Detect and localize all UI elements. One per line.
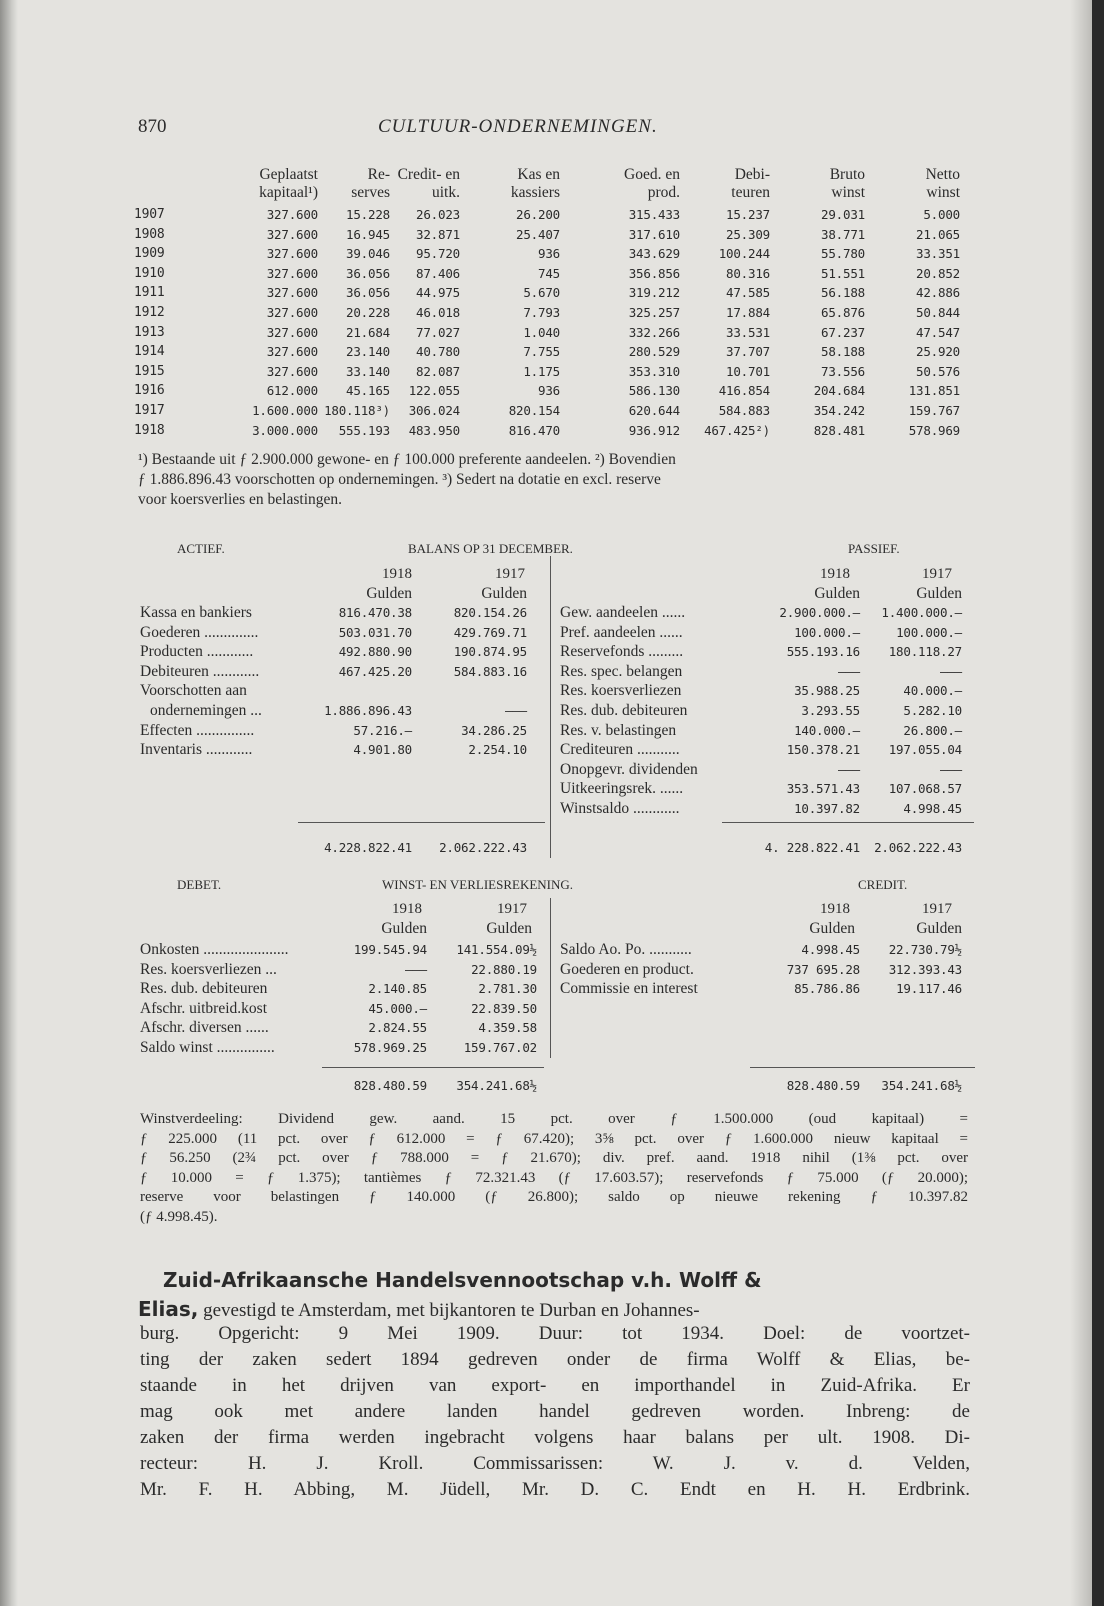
table-cell: 1.040 (523, 324, 560, 340)
debet-1918: 2.824.55 (368, 1020, 427, 1036)
table-cell: 327.600 (266, 246, 318, 262)
table-cell: 51.551 (821, 265, 865, 281)
table-cell: 80.316 (726, 265, 770, 281)
table-cell: 33.140 (346, 363, 390, 379)
year-cell: 1913 (134, 324, 165, 340)
winstverdeeling-line: reserve voor belastingen ƒ 140.000 (ƒ 26.800); saldo op nieuwe rekening ƒ 10.397.82 (140, 1189, 968, 1206)
table-cell: 21.684 (346, 324, 390, 340)
debet-1918: 2.140.85 (368, 981, 427, 997)
column-header: Re- (367, 166, 390, 183)
table-cell: 306.024 (408, 403, 460, 418)
credit-1918: 4.998.45 (801, 942, 860, 957)
passief-1917: 1.400.000.— (881, 605, 962, 620)
winstverdeeling-line: ƒ 225.000 (11 pct. over ƒ 612.000 = ƒ 67.420); 3⅝ pct. over ƒ 1.600.000 nieuw kapitaal = (140, 1130, 968, 1147)
passief-label: Res. koersverliezen (560, 682, 682, 700)
passief-1918: 2.900.000.— (779, 605, 860, 620)
table-cell: 73.556 (821, 363, 865, 379)
unit-header: Gulden (366, 585, 412, 602)
company-line: recteur: H. J. Kroll. Commissarissen: W. J. v. d. Velden, (140, 1453, 970, 1474)
actief-total-rule (298, 822, 545, 823)
table-cell: 354.242 (813, 403, 865, 418)
actief-label: Kassa en bankiers (140, 604, 252, 621)
column-header: Geplaatst (259, 166, 318, 183)
passief-label: Res. v. belastingen (560, 721, 677, 739)
column-header: Debi- (734, 166, 770, 183)
passief-1917: 40.000.— (903, 683, 962, 699)
column-header: winst (926, 184, 960, 201)
company-name-continued: Elias, (138, 1297, 199, 1321)
table-cell: 122.055 (408, 383, 460, 399)
passief-1918: 3.293.55 (801, 703, 860, 718)
credit-1918: 85.786.86 (794, 981, 860, 997)
passief-label: Res. spec. belangen (560, 662, 683, 680)
table-cell: 38.771 (821, 226, 865, 242)
unit-header: Gulden (916, 585, 962, 602)
table-cell: 23.140 (346, 344, 390, 360)
table-cell: 82.087 (416, 363, 460, 379)
table-cell: 820.154 (508, 403, 560, 418)
table-cell: 745 (538, 265, 560, 281)
debet-total-rule (322, 1067, 544, 1068)
table-cell: 26.200 (516, 207, 560, 222)
passief-label: Reservefonds ......... (560, 643, 684, 661)
table-cell: 7.755 (523, 344, 560, 360)
table-cell: 332.266 (628, 324, 680, 340)
table-cell: 100.244 (718, 246, 770, 262)
table-cell: 317.610 (628, 226, 680, 242)
credit-label: Goederen en product. (560, 960, 694, 978)
table-cell: 67.237 (821, 324, 865, 340)
table-cell: 26.023 (416, 207, 460, 222)
credit-total-1918: 828.480.59 (786, 1078, 860, 1093)
table-cell: 483.950 (408, 422, 460, 438)
passief-1918: 150.378.21 (786, 742, 860, 758)
table-cell: 33.531 (726, 324, 770, 340)
table-cell: 620.644 (628, 403, 680, 418)
table-cell: 353.310 (628, 363, 680, 379)
passief-total-1917: 2.062.222.43 (874, 840, 962, 855)
table-cell: 936.912 (628, 422, 680, 438)
actief-label: Goederen .............. (140, 623, 259, 641)
table-cell: 356.856 (628, 265, 680, 281)
table-cell: 584.883 (718, 403, 770, 418)
table-cell: 816.470 (508, 422, 560, 438)
table-cell: 37.707 (726, 344, 770, 360)
actief-1917: 190.874.95 (453, 644, 527, 660)
column-header: prod. (647, 184, 680, 201)
passief-1918: 100.000.— (794, 624, 860, 640)
credit-total-1917: 354.241.68½ (881, 1078, 962, 1093)
unit-header: Gulden (814, 585, 860, 602)
passief-label: Crediteuren ........... (560, 741, 680, 759)
year-cell: 1908 (134, 226, 165, 242)
credit-label: Commissie en interest (560, 980, 698, 998)
table-cell: 204.684 (813, 383, 865, 399)
passief-label: Gew. aandeelen ...... (560, 604, 686, 621)
credit-1917: 22.730.79½ (888, 942, 962, 957)
year-cell: 1911 (134, 285, 165, 301)
table-cell: 77.027 (416, 324, 460, 340)
footnote-line: ¹) Bestaande uit ƒ 2.900.000 gewone- en ƒ 100.000 preferente aandeelen. ²) Bovendien (138, 451, 676, 468)
table-cell: 467.425²) (704, 422, 770, 438)
balans-title: BALANS OP 31 DECEMBER. (408, 541, 573, 556)
debet-1918: 45.000.— (368, 1000, 427, 1016)
passief-label: Pref. aandeelen ...... (560, 623, 683, 641)
actief-1917: ——— (505, 703, 527, 718)
table-cell: 20.228 (346, 305, 390, 320)
actief-1918: 467.425.20 (338, 663, 412, 679)
table-cell: 936 (538, 383, 560, 399)
table-cell: 586.130 (628, 383, 680, 399)
table-cell: 327.600 (266, 305, 318, 320)
debet-1917: 4.359.58 (478, 1020, 537, 1036)
footnote-line: ƒ 1.886.896.43 voorschotten op ondernemingen. ³) Sedert na dotatie en excl. reserve (138, 471, 661, 488)
year-header: 1917 (497, 901, 527, 917)
table-cell: 45.165 (346, 383, 390, 399)
company-line: mag ook met andere landen handel gedreven worden. Inbreng: de (140, 1401, 970, 1422)
actief-1918: 57.216.— (353, 722, 412, 738)
year-header: 1918 (820, 901, 850, 917)
actief-1918: 816.470.38 (338, 605, 412, 620)
column-header: teuren (731, 184, 770, 201)
winstverdeeling-line: Winstverdeeling: Dividend gew. aand. 15 pct. over ƒ 1.500.000 (oud kapitaal) = (140, 1111, 968, 1127)
year-header: 1917 (495, 566, 525, 582)
company-line-first (138, 1297, 700, 1322)
debet-label: Res. dub. debiteuren (140, 980, 268, 998)
year-cell: 1909 (134, 246, 165, 262)
debet-label: Res. koersverliezen ... (140, 960, 277, 978)
year-cell: 1912 (134, 305, 165, 320)
passief-1917: 5.282.10 (903, 703, 962, 718)
table-cell: 55.780 (821, 246, 865, 262)
passief-1917: 197.055.04 (888, 742, 962, 758)
company-line: burg. Opgericht: 9 Mei 1909. Duur: tot 1934. Doel: de voortzet- (140, 1323, 970, 1344)
actief-total-1917: 2.062.222.43 (439, 840, 527, 855)
table-cell: 29.031 (821, 207, 865, 222)
table-cell: 327.600 (266, 344, 318, 360)
table-cell: 47.547 (916, 324, 960, 340)
year-cell: 1916 (134, 383, 165, 399)
year-cell: 1917 (134, 403, 165, 418)
year-header: 1918 (392, 901, 422, 917)
column-header: kapitaal¹) (259, 184, 318, 201)
debet-1918: 199.545.94 (353, 942, 427, 957)
actief-label: Inventaris ............ (140, 741, 253, 759)
passief-1917: 4.998.45 (903, 801, 962, 816)
credit-1917: 19.117.46 (896, 981, 962, 997)
table-cell: 25.920 (916, 344, 960, 360)
winst-credit-title: CREDIT. (858, 877, 908, 892)
unit-header: Gulden (486, 920, 532, 937)
debet-total-1917: 354.241.68½ (456, 1078, 537, 1093)
actief-1918: 492.880.90 (338, 644, 412, 660)
passief-label: Winstsaldo ............ (560, 800, 680, 817)
actief-label: Producten ............ (140, 643, 254, 661)
table-cell: 3.000.000 (252, 422, 318, 438)
table-cell: 87.406 (416, 265, 460, 281)
column-header: Credit- en (397, 166, 460, 183)
table-cell: 95.720 (416, 246, 460, 262)
winst-title: WINST- EN VERLIESREKENING. (382, 877, 574, 892)
year-header: 1917 (922, 566, 952, 582)
unit-header: Gulden (381, 920, 427, 937)
table-cell: 36.056 (346, 265, 390, 281)
actief-1917: 34.286.25 (461, 722, 527, 738)
actief-1917: 820.154.26 (453, 605, 527, 620)
debet-1918: ——— (405, 961, 427, 977)
balans-passief-title: PASSIEF. (848, 541, 900, 556)
debet-1917: 141.554.09½ (456, 942, 537, 957)
table-cell: 21.065 (916, 226, 960, 242)
table-cell: 47.585 (726, 285, 770, 301)
table-cell: 612.000 (266, 383, 318, 399)
table-cell: 325.257 (628, 305, 680, 320)
company-line: zaken der firma werden ingebracht volgens haar balans per ult. 1908. Di- (140, 1427, 970, 1448)
credit-1917: 312.393.43 (888, 961, 962, 977)
table-cell: 50.576 (916, 363, 960, 379)
year-cell: 1910 (134, 265, 165, 281)
table-cell: 50.844 (916, 305, 960, 320)
table-cell: 327.600 (266, 324, 318, 340)
passief-label: Uitkeeringsrek. ...... (560, 780, 684, 798)
year-header: 1917 (922, 901, 952, 917)
column-header: kassiers (510, 184, 560, 201)
passief-1918: 353.571.43 (786, 781, 860, 797)
credit-total-rule (750, 1067, 975, 1068)
debet-label: Afschr. diversen ...... (140, 1019, 269, 1037)
passief-total-1918: 4. 228.822.41 (764, 840, 860, 855)
column-header: Goed. en (624, 166, 680, 183)
actief-1918: 503.031.70 (338, 624, 412, 640)
table-cell: 315.433 (628, 207, 680, 222)
table-cell: 16.945 (346, 226, 390, 242)
passief-1917: 26.800.— (903, 722, 962, 738)
table-cell: 25.407 (516, 226, 560, 242)
column-header: uitk. (432, 184, 460, 201)
table-cell: 5.000 (923, 207, 960, 222)
winstverdeeling-line: (ƒ 4.998.45). (140, 1209, 218, 1225)
actief-1918: 4.901.80 (353, 742, 412, 758)
credit-label: Saldo Ao. Po. ........... (560, 941, 692, 958)
unit-header: Gulden (809, 920, 855, 937)
debet-1917: 2.781.30 (478, 981, 537, 997)
winst-divider (550, 898, 551, 1058)
column-header: serves (351, 184, 390, 201)
balans-actief-title: ACTIEF. (177, 541, 225, 556)
passief-1918: 555.193.16 (786, 644, 860, 660)
table-cell: 39.046 (346, 246, 390, 262)
table-cell: 280.529 (628, 344, 680, 360)
passief-1917: ——— (940, 663, 962, 679)
table-cell: 319.212 (628, 285, 680, 301)
debet-1917: 22.839.50 (471, 1000, 537, 1016)
unit-header: Gulden (481, 585, 527, 602)
table-cell: 416.854 (718, 383, 770, 399)
footnote-line: voor koersverlies en belastingen. (138, 491, 343, 508)
table-cell: 327.600 (266, 363, 318, 379)
table-cell: 44.975 (416, 285, 460, 301)
actief-label: ondernemingen ... (150, 702, 262, 719)
table-cell: 15.237 (726, 207, 770, 222)
passief-1917: 107.068.57 (888, 781, 962, 797)
debet-label: Afschr. uitbreid.kost (140, 999, 267, 1017)
table-cell: 65.876 (821, 305, 865, 320)
year-header: 1918 (820, 566, 850, 582)
table-cell: 327.600 (266, 285, 318, 301)
passief-1917: 100.000.— (896, 624, 962, 640)
passief-1918: 35.988.25 (794, 683, 860, 699)
table-cell: 828.481 (813, 422, 865, 438)
table-cell: 56.188 (821, 285, 865, 301)
table-cell: 32.871 (416, 226, 460, 242)
year-cell: 1915 (134, 363, 165, 379)
actief-label: Voorschotten aan (140, 682, 247, 700)
column-header: Netto (925, 166, 960, 183)
passief-label: Res. dub. debiteuren (560, 702, 688, 719)
winstverdeeling-line: ƒ 10.000 = ƒ 1.375); tantièmes ƒ 72.321.43 (ƒ 17.603.57); reservefonds ƒ 75.000 (ƒ 20.000); (140, 1169, 968, 1186)
unit-header: Gulden (916, 920, 962, 937)
column-header: winst (831, 184, 865, 201)
table-cell: 25.309 (726, 226, 770, 242)
actief-label: Effecten ............... (140, 721, 255, 739)
balans-divider (550, 556, 551, 858)
column-header: Bruto (829, 166, 865, 183)
actief-total-1918: 4.228.822.41 (324, 840, 412, 855)
table-cell: 327.600 (266, 226, 318, 242)
table-cell: 36.056 (346, 285, 390, 301)
table-cell: 40.780 (416, 344, 460, 360)
table-cell: 327.600 (266, 265, 318, 281)
table-cell: 1.175 (523, 363, 560, 379)
passief-1917: 180.118.27 (888, 644, 962, 660)
table-cell: 10.701 (726, 363, 770, 379)
company-line: ting der zaken sedert 1894 gedreven onder de firma Wolff & Elias, be- (140, 1349, 970, 1370)
passief-1918: 140.000.— (794, 722, 860, 738)
table-cell: 58.188 (821, 344, 865, 360)
winstverdeeling-line: ƒ 56.250 (2¾ pct. over ƒ 788.000 = ƒ 21.670); div. pref. aand. 1918 nihil (1⅜ pct. over (140, 1150, 968, 1167)
passief-1918: ——— (838, 663, 860, 679)
table-cell: 936 (538, 246, 560, 262)
company-name-bold: Zuid-Afrikaansche Handelsvennootschap v.h. Wolff & (163, 1268, 762, 1292)
debet-label: Onkosten ...................... (140, 941, 289, 958)
debet-total-1918: 828.480.59 (353, 1078, 427, 1093)
table-cell: 578.969 (908, 422, 960, 438)
debet-1917: 159.767.02 (463, 1040, 537, 1055)
table-cell: 17.884 (726, 305, 770, 320)
company-line: staande in het drijven van export- en importhandel in Zuid-Afrika. Er (140, 1375, 970, 1396)
table-cell: 7.793 (523, 305, 560, 320)
table-cell: 46.018 (416, 305, 460, 320)
credit-1918: 737 695.28 (786, 961, 860, 977)
debet-1918: 578.969.25 (353, 1040, 427, 1055)
company-text: gevestigd te Amsterdam, met bijkantoren te Durban en Johannes- (203, 1300, 700, 1321)
actief-label: Debiteuren ............ (140, 662, 260, 680)
debet-label: Saldo winst ............... (140, 1039, 275, 1056)
page-number: 870 (138, 116, 167, 137)
year-cell: 1907 (134, 207, 165, 222)
running-title: CULTUUR-ONDERNEMINGEN. (378, 116, 658, 137)
year-cell: 1914 (134, 344, 165, 360)
passief-1918: 10.397.82 (794, 801, 860, 816)
table-cell: 343.629 (628, 246, 680, 262)
actief-1918: 1.886.896.43 (324, 703, 412, 718)
winst-debet-title: DEBET. (177, 877, 222, 892)
company-name (163, 1268, 762, 1293)
actief-1917: 2.254.10 (468, 742, 527, 758)
table-cell: 159.767 (908, 403, 960, 418)
passief-label: Onopgevr. dividenden (560, 760, 698, 778)
passief-total-rule (722, 822, 974, 823)
company-line: Mr. F. H. Abbing, M. Jüdell, Mr. D. C. Endt en H. H. Erdbrink. (140, 1479, 970, 1500)
table-cell: 327.600 (266, 207, 318, 222)
year-header: 1918 (382, 566, 412, 582)
column-header: Kas en (517, 166, 560, 183)
actief-1917: 429.769.71 (453, 624, 527, 640)
debet-1917: 22.880.19 (471, 961, 537, 977)
table-cell: 42.886 (916, 285, 960, 301)
table-cell: 131.851 (908, 383, 960, 399)
table-cell: 555.193 (338, 422, 390, 438)
table-cell: 20.852 (916, 265, 960, 281)
year-cell: 1918 (134, 422, 165, 438)
table-cell: 15.228 (346, 207, 390, 222)
table-cell: 5.670 (523, 285, 560, 301)
actief-1917: 584.883.16 (453, 663, 527, 679)
passief-1917: ——— (940, 761, 962, 777)
table-cell: 180.118³) (324, 403, 390, 418)
table-cell: 33.351 (916, 246, 960, 262)
passief-1918: ——— (838, 761, 860, 777)
table-cell: 1.600.000 (252, 403, 318, 418)
